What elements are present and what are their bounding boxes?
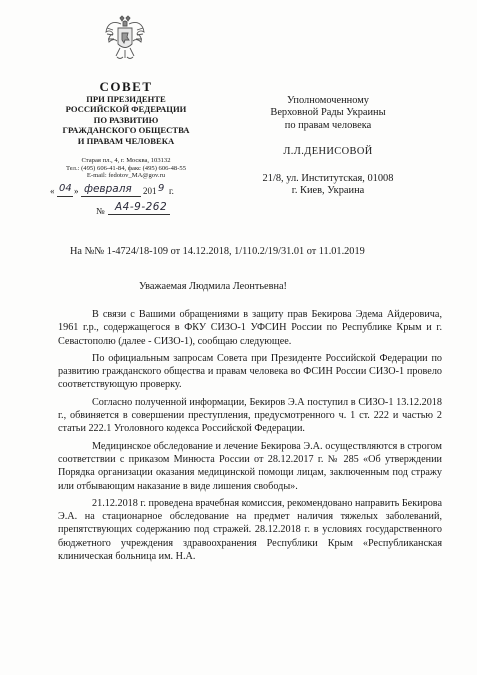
contact-phone: Тел.: (495) 606-41-84, факс (495) 606-48-55	[65, 164, 187, 172]
greeting: Уважаемая Людмила Леонтьевна!	[139, 281, 287, 292]
date-close-quote: »	[74, 186, 79, 196]
body-paragraph: Согласно полученной информации, Бекиров Э.А поступил в СИЗО-1 13.12.2018 г., обвиняется в совершении преступления, предусмотренного ч. 1 ст. 222 и частью 2 статьи 222.1 Уголовного кодекса Российской Федерации.	[58, 396, 442, 435]
number-value: А4-9-262	[115, 201, 168, 213]
addressee-name: Л.Л.ДЕНИСОВОЙ	[283, 146, 373, 158]
addressee-address-line: г. Киев, Украина	[291, 185, 365, 197]
coat-of-arms-emblem	[103, 14, 147, 66]
addressee-title-line: по правам человека	[284, 119, 372, 131]
contact-info	[48, 157, 204, 180]
organization-line: ПРИ ПРЕЗИДЕНТЕ	[86, 94, 166, 104]
organization-line: ГРАЖДАНСКОГО ОБЩЕСТВА	[62, 125, 190, 136]
body-paragraph: В связи с Вашими обращениями в защиту прав Бекирова Эдема Айдеровича, 1961 г.р., содержащегося в ФКУ СИЗО-1 УФСИН России по Республике Крым и г. Севастополю (далее - СИЗО-1), сообщаю следующее.	[58, 309, 442, 347]
letter-number	[96, 201, 206, 218]
date-year-unit: г.	[169, 186, 174, 196]
addressee-title-line: Уполномоченному	[286, 95, 370, 106]
organization-line: РОССИЙСКОЙ ФЕДЕРАЦИИ	[65, 104, 187, 115]
reference-line: На №№ 1-4724/18-109 от 14.12.2018, 1/110.2/19/31.01 от 11.01.2019	[70, 246, 365, 257]
date-year-suffix: 9	[158, 183, 165, 194]
organization-name: СОВЕТ	[99, 79, 153, 94]
addressee-block	[262, 95, 394, 197]
letter-body	[58, 308, 442, 565]
addressee-address-line: 21/8, ул. Институтская, 01008	[262, 172, 394, 184]
addressee-title-line: Верховной Рады Украины	[270, 107, 386, 119]
contact-email: E-mail: fedotov_MA@gov.ru	[86, 172, 166, 180]
number-label: №	[96, 206, 105, 216]
organization-line: И ПРАВАМ ЧЕЛОВЕКА	[77, 135, 175, 146]
organization-line: ПО РАЗВИТИЮ	[93, 114, 159, 125]
date-day: 04	[59, 183, 72, 194]
body-paragraph: По официальным запросам Совета при Президенте Российской Федерации по развитию гражданского общества и правам человека во ФСИН России СИЗО-1 провело соответствующую проверку.	[58, 352, 442, 391]
date-month: февраля	[84, 183, 132, 195]
letter-date	[50, 183, 210, 200]
body-paragraph: 21.12.2018 г. проведена врачебная комиссия, рекомендовано направить Бекирова Э.А. на стационарное обследование на предмет наличия тяжелых заболеваний, препятствующих содержанию под стражей. 28.12.2018 г. в условиях государственного бюджетного учреждения здравоохранения Республики Крым «Республиканская клиническая больница им. Н.А.	[58, 497, 442, 563]
contact-address: Старая пл., 4, г. Москва, 103132	[81, 157, 171, 164]
date-year-prefix: 201	[143, 186, 157, 196]
organization-block	[48, 80, 204, 146]
date-open-quote: «	[50, 186, 55, 196]
body-paragraph: Медицинское обследование и лечение Бекирова Э.А. осуществляются в строгом соответствии с приказом Минюста России от 28.12.2017 г. № 285 «Об утверждении Порядка организации оказания медицинской помощи лицам, заключенным под стражу или отбывающим наказание в виде лишения свободы».	[58, 440, 442, 492]
